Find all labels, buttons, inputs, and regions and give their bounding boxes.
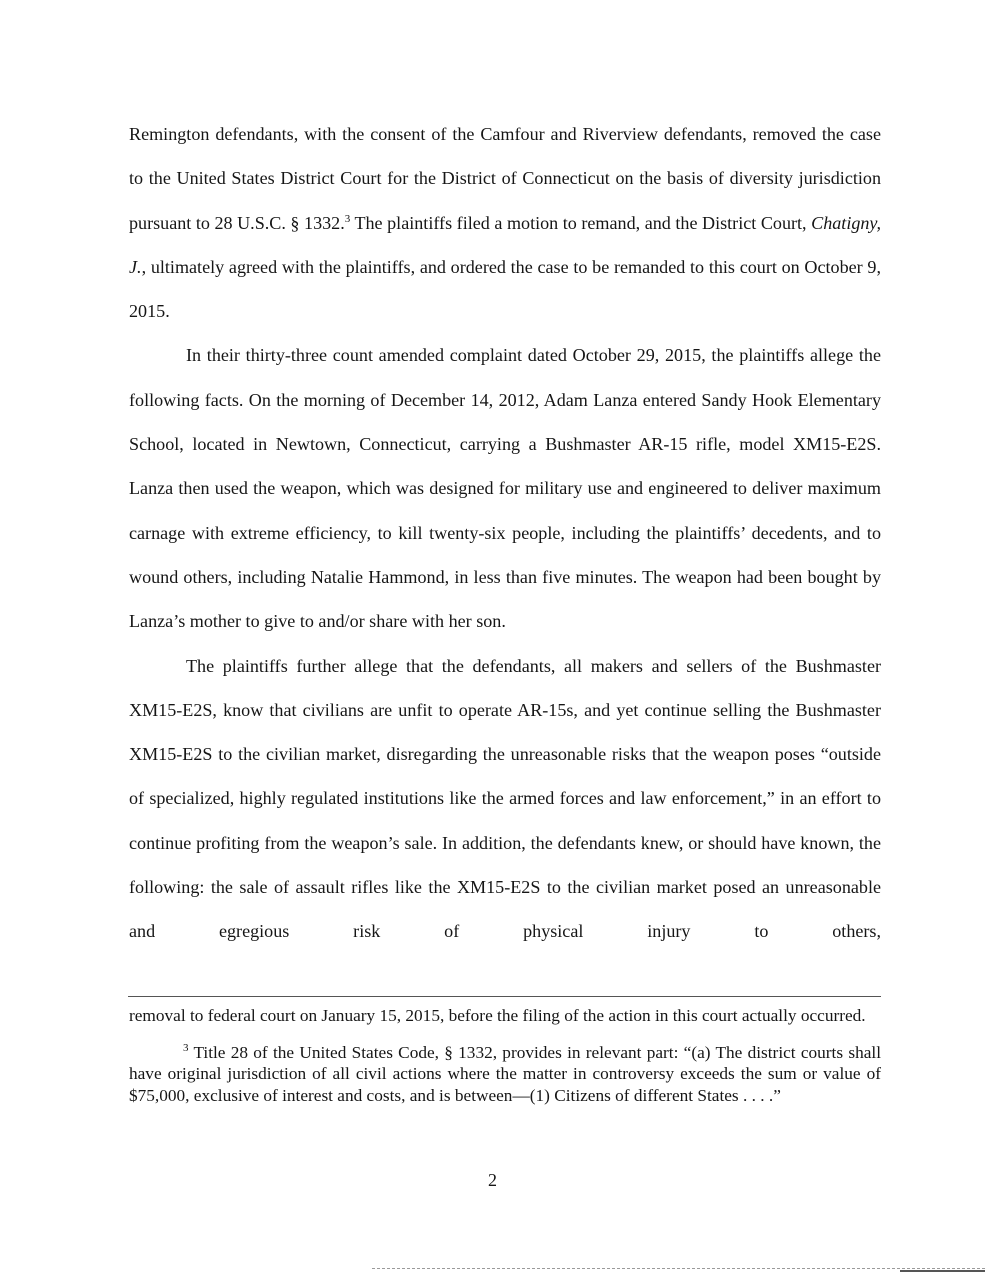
footnote-continued: removal to federal court on January 15, 2015, before the filing of the action in this court actually occurred. <box>129 1006 866 1025</box>
scan-artifact-line <box>372 1268 985 1269</box>
paragraph-2: In their thirty-three count amended complaint dated October 29, 2015, the plaintiffs allege the following facts. On the morning of December 14, 2012, Adam Lanza entered Sandy Hook Elementary School, located in Newtown, Connecticut, carrying a Bushmaster AR-15 rifle, model XM15-E2S. Lanza then used the weapon, which was designed for military use and engineered to deliver maximum carnage with extreme efficiency, to kill twenty-six people, including the plaintiffs’ decedents, and to wound others, including Natalie Hammond, in less than five minutes. The weapon had been bought by Lanza’s mother to give to and/or share with her son. <box>129 345 881 632</box>
paragraph-1 <box>129 112 881 333</box>
paragraph-1-text-3: , ultimately agreed with the plaintiffs, and ordered the case to be remanded to this court on October 9, 2015. <box>129 256 881 322</box>
footnote-marker-3: 3 <box>344 212 351 225</box>
footnote-3-text: Title 28 of the United States Code, § 1332, provides in relevant part: “(a) The district courts shall have original jurisdiction of all civil actions where the matter in controversy exceeds the sum or value of $75,000, exclusive of interest and costs, and is between—(1) Citizens of different States . . . .” <box>129 1042 881 1105</box>
paragraph-1-text-2: The plaintiffs filed a motion to remand, and the District Court, <box>350 212 812 233</box>
judge-name: Chatigny, J. <box>129 212 881 277</box>
body-text <box>129 112 881 954</box>
paragraph-3: The plaintiffs further allege that the defendants, all makers and sellers of the Bushmaster XM15-E2S, know that civilians are unfit to operate AR-15s, and yet continue selling the Bushmaster XM15-E2S to the civilian market, disregarding the unreasonable risks that the weapon poses “outside of specialized, highly regulated institutions like the armed forces and law enforcement,” in an effort to continue profiting from the weapon’s sale. In addition, the defendants knew, or should have known, the following: the sale of assault rifles like the XM15-E2S to the civilian market posed an unreasonable and egregious risk of physical injury to others, <box>129 655 881 942</box>
footnote-3-marker: 3 <box>183 1041 189 1054</box>
scan-artifact-edge <box>900 1270 985 1272</box>
footnote-divider <box>128 996 881 997</box>
paragraph-1-text: Remington defendants, with the consent of the Camfour and Riverview defendants, removed the case to the United States District Court for the District of Connecticut on the basis of diversity jurisdiction pursuant to 28 U.S.C. § 1332. <box>129 124 881 233</box>
footnote-3 <box>129 1042 881 1107</box>
page-number: 2 <box>488 1170 497 1190</box>
footnotes <box>129 1005 881 1106</box>
